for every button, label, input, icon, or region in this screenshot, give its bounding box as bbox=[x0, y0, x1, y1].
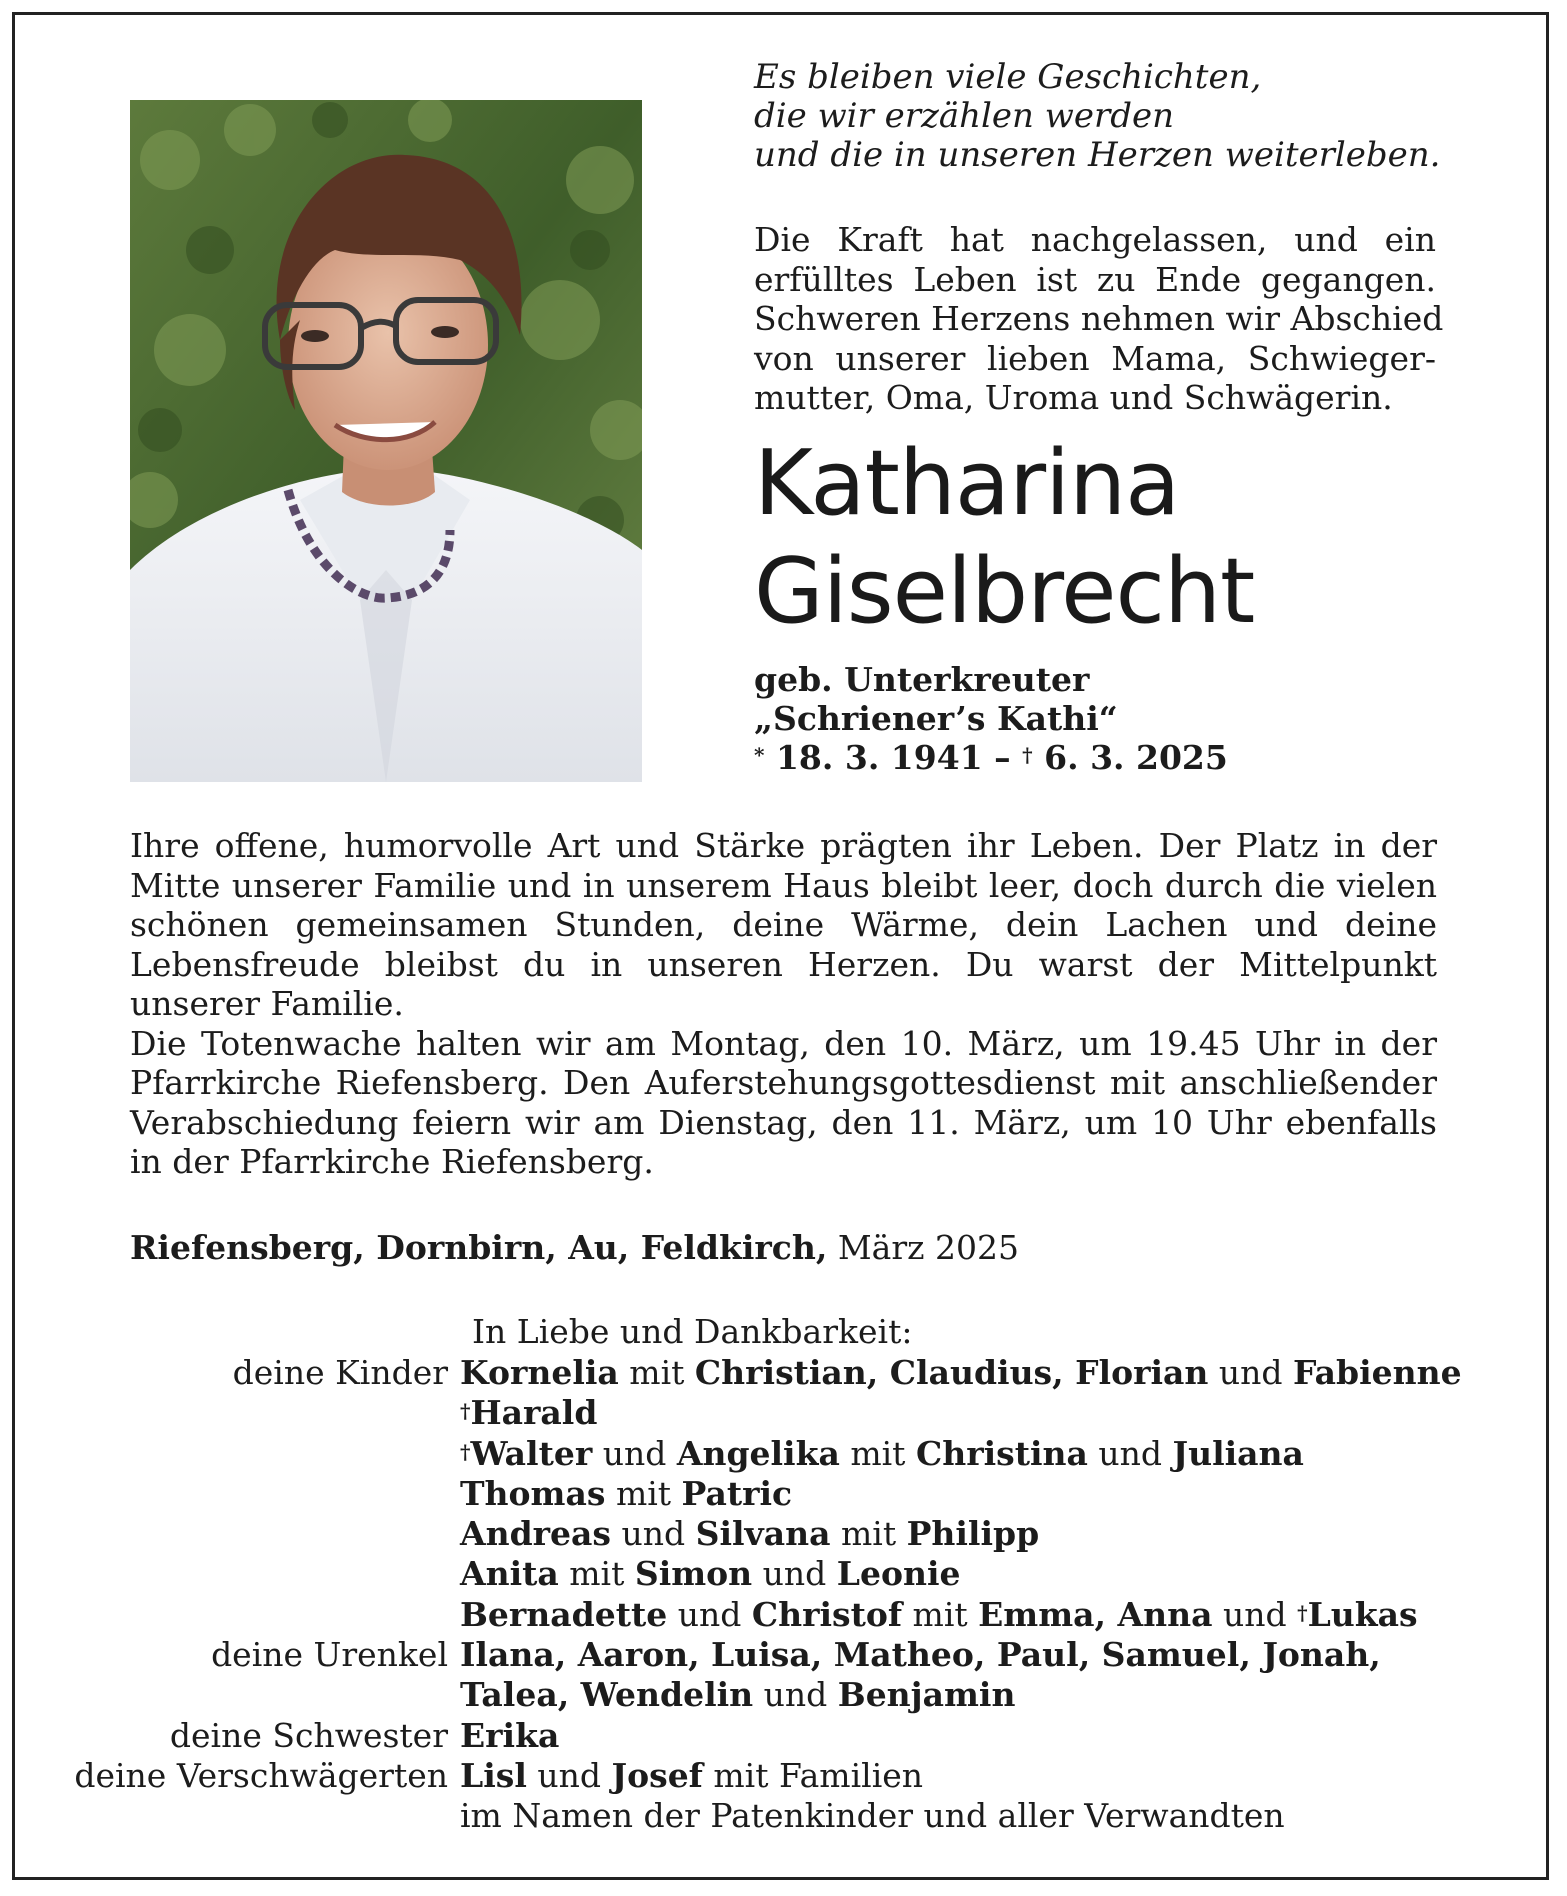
relative-name: Ilana, Aaron, Luisa, Matheo, Paul, Samuel, Jonah, bbox=[460, 1635, 1381, 1675]
family-names bbox=[460, 1595, 1418, 1635]
family-names bbox=[460, 1756, 923, 1796]
intro-text bbox=[754, 220, 1444, 418]
relative-name: Andreas bbox=[460, 1514, 612, 1554]
intro-line: erfülltes Leben ist zu Ende gegangen. bbox=[754, 259, 1436, 299]
relative-name: Josef bbox=[611, 1755, 703, 1795]
family-list bbox=[0, 1353, 1567, 1837]
place-names: Riefensberg, Dornbirn, Au, Feldkirch, bbox=[130, 1228, 828, 1267]
family-row bbox=[0, 1756, 1567, 1796]
relative-name: Patric bbox=[681, 1473, 793, 1513]
family-names bbox=[460, 1796, 1285, 1836]
intro-line: von unserer lieben Mama, Schwieger- bbox=[754, 338, 1436, 378]
poem-line: Es bleiben viele Geschichten, bbox=[754, 57, 1262, 97]
family-row bbox=[0, 1514, 1567, 1554]
relative-name: Leonie bbox=[836, 1554, 961, 1594]
funeral-info-paragraph: Die Totenwache halten wir am Montag, den 10. März, um 19.45 Uhr in der Pfarrkirche Riefensberg. Den Auferstehungsgottesdienst mit anschließender Verabschiedung feiern wir am Dienstag, den 11. März, um 10 Uhr ebenfalls in der Pfarrkirche Riefensberg. bbox=[130, 1023, 1437, 1181]
tribute-paragraph: Ihre offene, humorvolle Art und Stärke prägten ihr Leben. Der Platz in der Mitte unserer Familie und in unserem Haus bleibt leer, doch durch die vielen schönen gemeinsamen Stunden, deine Wärme, dein Lachen und deine Lebensfreude bleibst du in unseren Herzen. Du warst der Mittelpunkt unserer Familie. bbox=[130, 826, 1437, 1023]
relative-name: Talea, Wendelin bbox=[460, 1675, 754, 1715]
connector-text: und bbox=[667, 1594, 752, 1634]
connector-text: mit bbox=[605, 1473, 682, 1513]
family-names bbox=[460, 1514, 1039, 1554]
connector-text: mit bbox=[830, 1514, 907, 1554]
family-names bbox=[460, 1635, 1381, 1675]
relative-name: Thomas bbox=[460, 1473, 606, 1513]
family-names bbox=[460, 1554, 961, 1594]
relative-name: Bernadette bbox=[460, 1594, 668, 1634]
body-text bbox=[130, 826, 1437, 1182]
relative-name: Benjamin bbox=[837, 1675, 1016, 1715]
connector-text: und bbox=[1212, 1594, 1298, 1634]
relative-name: Fabienne bbox=[1293, 1353, 1462, 1392]
family-role bbox=[0, 1595, 460, 1635]
family-row bbox=[0, 1675, 1567, 1715]
family-role: deine Schwester bbox=[169, 1715, 448, 1755]
deceased-cross: † bbox=[460, 1399, 471, 1424]
family-row bbox=[0, 1393, 1567, 1433]
family-row bbox=[0, 1434, 1567, 1474]
family-role bbox=[0, 1474, 460, 1514]
relative-name: Lukas bbox=[1307, 1594, 1418, 1634]
family-role bbox=[0, 1796, 460, 1836]
deceased-cross: † bbox=[1297, 1600, 1308, 1625]
connector-text: und bbox=[752, 1554, 837, 1594]
intro-line: mutter, Oma, Uroma und Schwägerin. bbox=[754, 378, 1393, 417]
family-row bbox=[0, 1595, 1567, 1635]
last-name: Giselbrecht bbox=[754, 539, 1255, 644]
connector-text: mit bbox=[618, 1353, 695, 1392]
death-date: 6. 3. 2025 bbox=[1044, 738, 1228, 777]
family-row bbox=[0, 1716, 1567, 1756]
birth-date: 18. 3. 1941 bbox=[775, 738, 983, 777]
life-dates: * 18. 3. 1941 – † 6. 3. 2025 bbox=[754, 738, 1228, 777]
relative-name: Emma, Anna bbox=[978, 1594, 1213, 1634]
relative-name: Christof bbox=[751, 1594, 903, 1634]
family-role: deine Kinder bbox=[232, 1353, 448, 1392]
family-role bbox=[0, 1393, 460, 1433]
family-names bbox=[460, 1474, 792, 1514]
connector-text: mit bbox=[839, 1433, 916, 1473]
nickname: „Schriener’s Kathi“ bbox=[754, 699, 1118, 738]
birth-symbol: * bbox=[754, 743, 765, 767]
intro-line: Die Kraft hat nachgelassen, und ein bbox=[754, 220, 1436, 259]
family-role bbox=[0, 1675, 460, 1715]
deceased-name bbox=[754, 430, 1254, 646]
intro-line: Schweren Herzens nehmen wir Abschied bbox=[754, 299, 1444, 338]
connector-text: im Namen der Patenkinder und aller Verwandten bbox=[460, 1796, 1285, 1836]
relative-name: Lisl bbox=[460, 1755, 527, 1795]
greeting: In Liebe und Dankbarkeit: bbox=[472, 1312, 913, 1351]
maiden-name: geb. Unterkreuter bbox=[754, 660, 1090, 699]
connector-text: und bbox=[1208, 1353, 1294, 1392]
poem-line: und die in unseren Herzen weiterleben. bbox=[754, 135, 1441, 175]
family-names bbox=[460, 1434, 1304, 1474]
family-role: deine Verschwägerten bbox=[74, 1755, 448, 1795]
family-row bbox=[0, 1554, 1567, 1594]
relative-name: Harald bbox=[470, 1393, 598, 1433]
relative-name: Christina bbox=[915, 1433, 1088, 1473]
connector-text: mit bbox=[902, 1594, 979, 1634]
death-symbol: † bbox=[1022, 743, 1033, 767]
family-names bbox=[460, 1675, 1015, 1715]
portrait-photo bbox=[130, 100, 642, 782]
family-role: deine Urenkel bbox=[211, 1635, 448, 1675]
relative-name: Angelika bbox=[676, 1433, 840, 1473]
family-role bbox=[0, 1434, 460, 1474]
relative-name: Walter bbox=[470, 1433, 593, 1473]
family-role bbox=[0, 1514, 460, 1554]
places-line bbox=[130, 1228, 1019, 1268]
first-name: Katharina bbox=[754, 431, 1180, 536]
relative-name: Kornelia bbox=[460, 1353, 619, 1392]
family-names bbox=[460, 1353, 1462, 1393]
relative-name: Erika bbox=[460, 1715, 560, 1755]
connector-text: mit Familien bbox=[702, 1755, 924, 1795]
notice-date: März 2025 bbox=[837, 1228, 1019, 1267]
family-row bbox=[0, 1353, 1567, 1393]
poem bbox=[754, 58, 1454, 175]
relative-name: Christian, Claudius, Florian bbox=[694, 1353, 1209, 1392]
relative-name: Philipp bbox=[906, 1514, 1040, 1554]
family-names bbox=[460, 1393, 597, 1433]
connector-text: und bbox=[1087, 1433, 1173, 1473]
relative-name: Simon bbox=[634, 1554, 753, 1594]
relative-name: Anita bbox=[460, 1554, 559, 1594]
deceased-cross: † bbox=[460, 1439, 471, 1464]
family-names bbox=[460, 1716, 559, 1756]
relative-name: Juliana bbox=[1172, 1433, 1304, 1473]
family-row bbox=[0, 1796, 1567, 1836]
connector-text: und bbox=[592, 1433, 677, 1473]
connector-text: und bbox=[611, 1514, 696, 1554]
connector-text: und bbox=[526, 1755, 612, 1795]
relative-name: Silvana bbox=[695, 1514, 831, 1554]
family-row bbox=[0, 1474, 1567, 1514]
family-row bbox=[0, 1635, 1567, 1675]
poem-line: die wir erzählen werden bbox=[754, 96, 1175, 136]
connector-text: mit bbox=[558, 1554, 635, 1594]
family-role bbox=[0, 1554, 460, 1594]
connector-text: und bbox=[753, 1675, 838, 1715]
life-details bbox=[754, 660, 1228, 777]
